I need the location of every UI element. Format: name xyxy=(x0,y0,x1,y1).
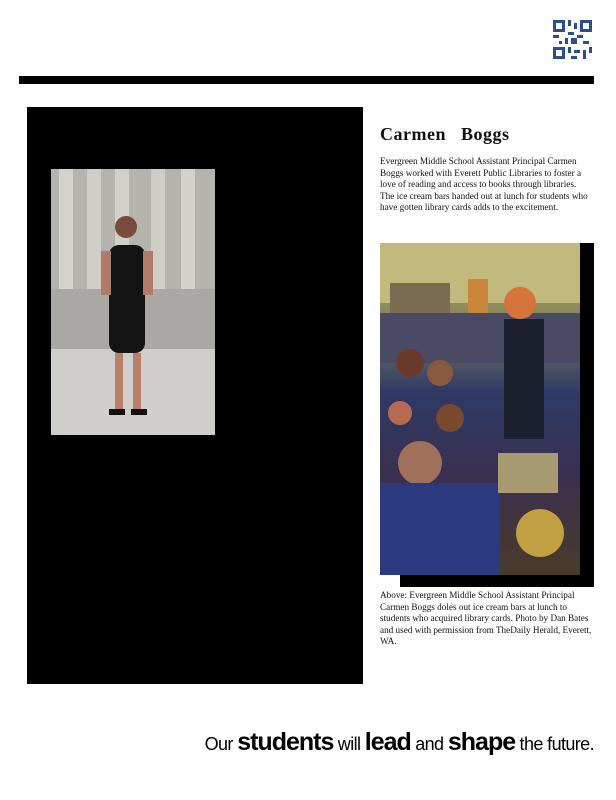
motto-word: and xyxy=(410,734,448,754)
top-rule xyxy=(19,76,594,84)
portrait-photo xyxy=(51,169,215,435)
motto-word: shape xyxy=(447,728,516,756)
motto-word: students xyxy=(237,728,334,756)
photo-caption: Above: Evergreen Middle School Assistant Principal Carmen Boggs doles out ice cream bars at lunch to students who acquired library cards. Photo by Dan Bates and used with permission from TheDaily Herald, Everett, WA. xyxy=(380,590,592,646)
motto-word: the future. xyxy=(515,734,594,754)
motto-word: lead xyxy=(364,728,411,756)
qr-code-icon xyxy=(553,20,592,59)
cafeteria-photo xyxy=(380,243,580,575)
motto-word: will xyxy=(333,734,365,754)
intro-paragraph: Evergreen Middle School Assistant Principal Carmen Boggs worked with Everett Public Libraries to foster a love of reading and access to books through libraries. The ice cream bars handed out at lunch for students who have gotten library cards adds to the excitement. xyxy=(380,156,588,212)
motto-slogan xyxy=(205,728,594,757)
motto-word: Our xyxy=(204,734,238,754)
page-title: Carmen Boggs xyxy=(380,124,510,144)
